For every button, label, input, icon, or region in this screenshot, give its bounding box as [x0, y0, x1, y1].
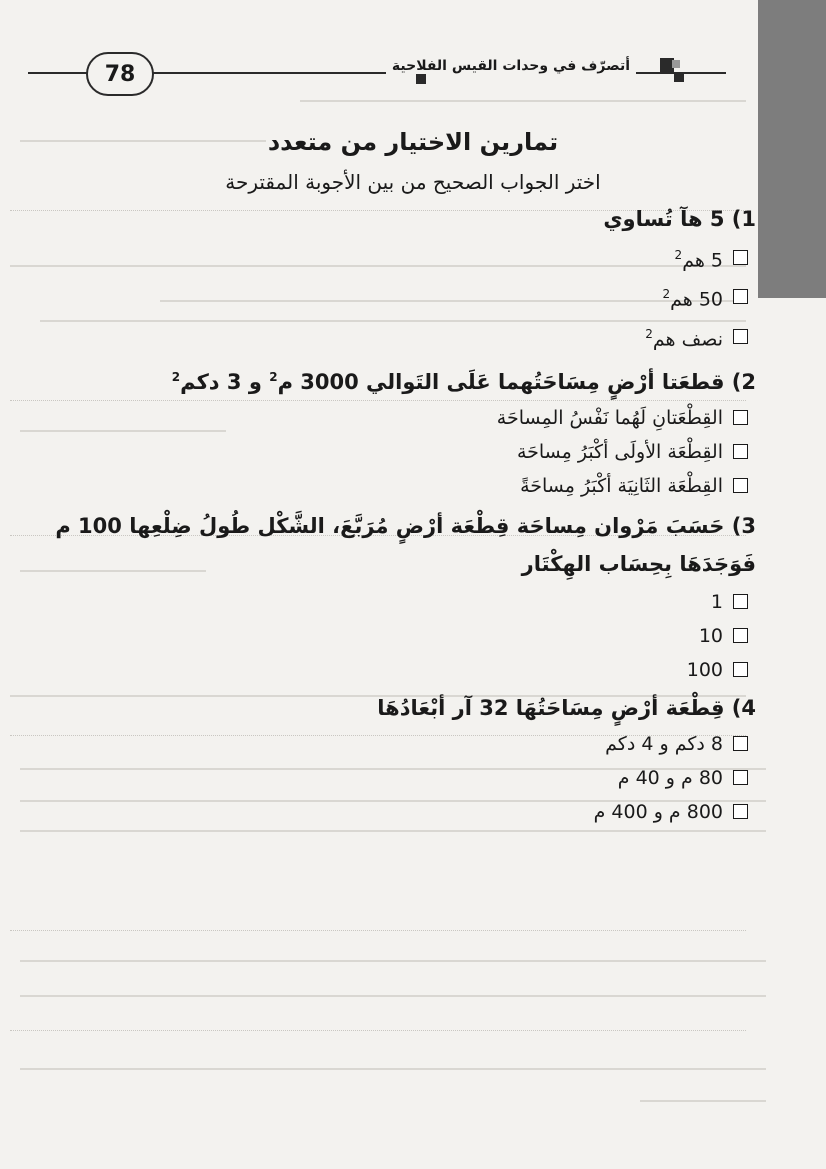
header-square-decoration — [672, 60, 680, 68]
checkbox[interactable] — [733, 250, 748, 265]
exercise-title: تمارين الاختيار من متعدد — [267, 128, 559, 156]
option[interactable] — [36, 469, 748, 503]
questions-list — [36, 202, 756, 833]
option-label: 8 دكم و 4 دكم — [605, 732, 723, 755]
question-1-options — [36, 238, 756, 356]
question-text: حَسَبَ مَرْوان مِساحَة قِطْعَة أرْضٍ مُرَبَّعَ، الشَّكْل طُولُ ضِلْعِها 100 م فَوَجَدَهَا بِحِسَاب الهِكْتَار — [55, 513, 756, 576]
option-label: نصف هم$^2$ — [645, 326, 723, 350]
question-3 — [36, 507, 756, 583]
question-text: 5 هآ تُساوي — [603, 207, 725, 231]
option[interactable] — [36, 238, 748, 277]
header-square-decoration — [416, 74, 426, 84]
question-text: قِطْعَة أرْضٍ مِسَاحَتُهَا 32 آر أبْعَادُهَا — [377, 695, 725, 720]
header-square-decoration — [674, 72, 684, 82]
option[interactable] — [36, 317, 748, 356]
question-number: 4) — [731, 695, 756, 720]
question-2 — [36, 360, 756, 399]
option-label: 80 م و 40 م — [617, 766, 723, 789]
question-4 — [36, 691, 756, 725]
page-number: 78 — [86, 52, 154, 96]
question-number: 3) — [731, 513, 756, 538]
question-2-options — [36, 401, 756, 503]
checkbox[interactable] — [733, 594, 748, 609]
checkbox[interactable] — [733, 478, 748, 493]
option-label: 10 — [698, 624, 723, 647]
checkbox[interactable] — [733, 410, 748, 425]
checkbox[interactable] — [733, 628, 748, 643]
checkbox[interactable] — [733, 662, 748, 677]
question-1 — [36, 202, 756, 236]
option-label: 1 — [710, 590, 723, 613]
option[interactable] — [36, 795, 748, 829]
checkbox[interactable] — [733, 329, 748, 344]
option[interactable] — [36, 435, 748, 469]
checkbox[interactable] — [733, 770, 748, 785]
option-label: القِطْعَة الأولَى أكْبَرُ مِساحَة — [516, 440, 723, 463]
option-label: 800 م و 400 م — [593, 800, 723, 823]
question-3-options — [36, 585, 756, 687]
option[interactable] — [36, 727, 748, 761]
checkbox[interactable] — [733, 289, 748, 304]
option-label: القِطْعَتانِ لَهُما نَفْسُ المِساحَة — [496, 406, 723, 429]
checkbox[interactable] — [733, 804, 748, 819]
chapter-title: أتصرّف في وحدات القيس الفلاحية — [386, 58, 636, 74]
option[interactable] — [36, 653, 748, 687]
option[interactable] — [36, 277, 748, 316]
option-label: القِطْعَة الثَانِيَة أكْبَرُ مِساحَةً — [520, 474, 723, 497]
option-label: 100 — [686, 658, 723, 681]
option-label: 5 هم$^2$ — [674, 248, 723, 272]
checkbox[interactable] — [733, 444, 748, 459]
question-text: قطعَتا أرْضٍ مِسَاحَتُهما عَلَى التَوالي 3000 م$^2$ و 3 دكم$^2$ — [171, 369, 725, 394]
option[interactable] — [36, 585, 748, 619]
question-number: 1) — [731, 207, 756, 231]
option[interactable] — [36, 619, 748, 653]
checkbox[interactable] — [733, 736, 748, 751]
exercise-instruction: اختر الجواب الصحيح من بين الأجوبة المقترحة — [225, 170, 601, 194]
question-4-options — [36, 727, 756, 829]
question-number: 2) — [731, 369, 756, 394]
option[interactable] — [36, 761, 748, 795]
option-label: 50 هم$^2$ — [662, 287, 723, 311]
option[interactable] — [36, 401, 748, 435]
